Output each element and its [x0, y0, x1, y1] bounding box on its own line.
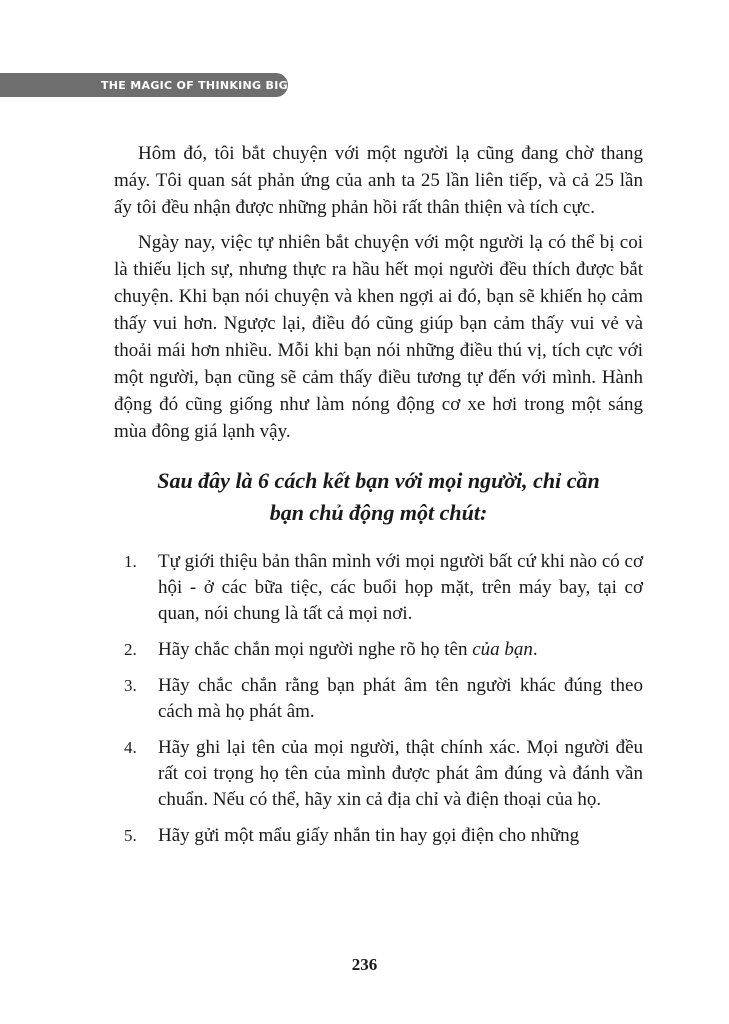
running-header — [0, 73, 288, 97]
list-number: 2. — [124, 640, 137, 659]
list-text-main: Hãy chắc chắn mọi người nghe rõ họ tên — [158, 639, 473, 660]
list-text: Hãy gửi một mẩu giấy nhắn tin hay gọi điện cho những — [158, 825, 580, 846]
list-item — [114, 823, 643, 849]
list-item — [114, 637, 643, 663]
list-number: 3. — [124, 676, 137, 695]
paragraph: Ngày nay, việc tự nhiên bắt chuyện với một người lạ có thể bị coi là thiếu lịch sự, nhưng thực ra hầu hết mọi người đều thích được bắt chuyện. Khi bạn nói chuyện và khen ngợi ai đó, bạn sẽ khiến họ cảm thấy vui hơn. Ngược lại, điều đó cũng giúp bạn cảm thấy vui vẻ và thoải mái hơn nhiều. Mỗi khi bạn nói những điều thú vị, tích cực với một người, bạn cũng sẽ cảm thấy điều tương tự đến với mình. Hành động đó cũng giống như làm nóng động cơ xe hơi trong một sáng mùa đông giá lạnh vậy. — [114, 232, 643, 442]
list-item — [114, 549, 643, 627]
section-heading-line: Sau đây là 6 cách kết bạn với mọi người, chỉ cần — [157, 468, 600, 493]
list-number: 1. — [124, 552, 137, 571]
list-item — [114, 735, 643, 813]
section-heading-line: bạn chủ động một chút: — [269, 500, 488, 525]
list-number: 4. — [124, 738, 137, 757]
section-heading — [114, 465, 643, 529]
page-number: 236 — [351, 955, 378, 974]
list-text: Tự giới thiệu bản thân mình với mọi người bất cứ khi nào có cơ hội - ở các bữa tiệc, các buổi họp mặt, trên máy bay, tại cơ quan, nói chung là tất cả mọi nơi. — [158, 551, 643, 624]
list-text-emphasis: của bạn — [472, 639, 533, 660]
list-text: Hãy chắc chắn rằng bạn phát âm tên người khác đúng theo cách mà họ phát âm. — [158, 675, 643, 722]
paragraph: Hôm đó, tôi bắt chuyện với một người lạ cũng đang chờ thang máy. Tôi quan sát phản ứng của anh ta 25 lần liên tiếp, và cả 25 lần ấy tôi đều nhận được những phản hồi rất thân thiện và tích cực. — [114, 143, 643, 218]
list-text-end: . — [532, 639, 538, 660]
list-item — [114, 673, 643, 725]
list-text: Hãy ghi lại tên của mọi người, thật chính xác. Mọi người đều rất coi trọng họ tên của mình được phát âm đúng và đánh vần chuẩn. Nếu có thể, hãy xin cả địa chỉ và điện thoại của họ. — [158, 737, 643, 810]
page-body — [114, 140, 643, 859]
book-title: THE MAGIC OF THINKING BIG — [101, 78, 288, 92]
list-number: 5. — [124, 826, 137, 845]
list-text — [158, 637, 643, 663]
tips-list — [114, 549, 643, 849]
